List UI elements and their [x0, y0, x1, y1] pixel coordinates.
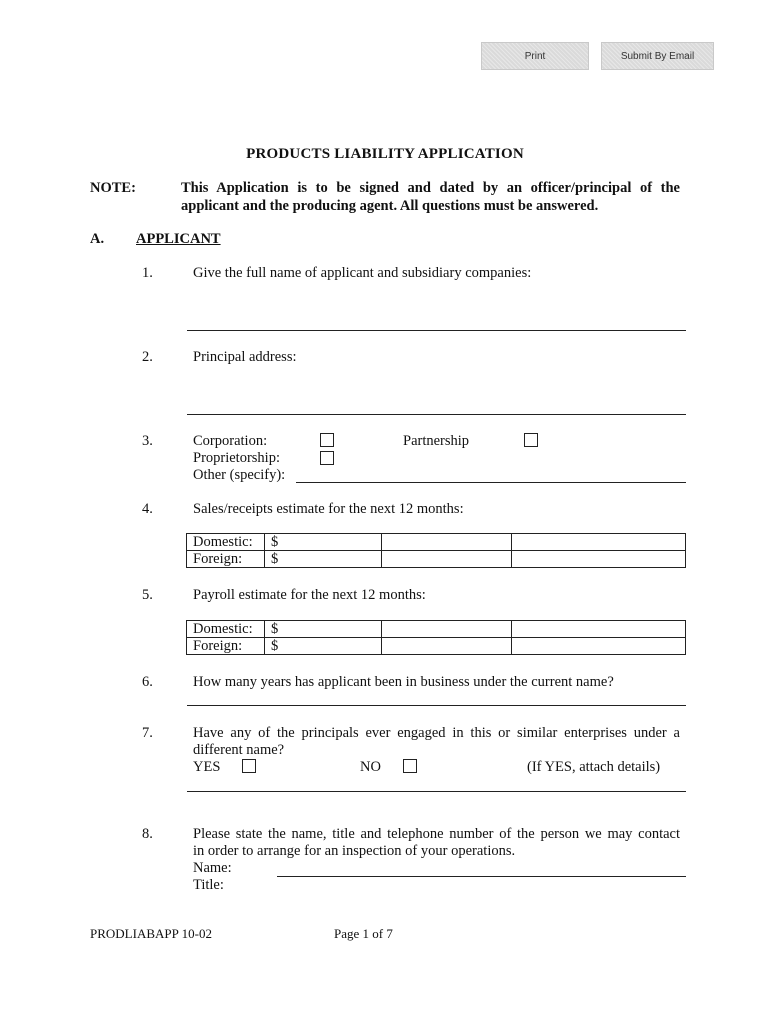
- question-8-text-line1: Please state the name, title and telephone number of the person we may contact: [193, 826, 680, 842]
- form-code: PRODLIABAPP 10-02: [90, 926, 212, 941]
- question-number: 7.: [142, 725, 153, 741]
- table-cell[interactable]: [512, 534, 686, 551]
- domestic-label: Domestic:: [187, 534, 265, 551]
- corporation-checkbox[interactable]: [320, 433, 334, 447]
- no-label: NO: [360, 759, 381, 775]
- submit-by-email-button[interactable]: Submit By Email: [601, 42, 714, 70]
- question-6-text: How many years has applicant been in business under the current name?: [193, 674, 614, 690]
- question-number: 1.: [142, 265, 153, 281]
- table-cell[interactable]: [382, 534, 512, 551]
- question-4-text: Sales/receipts estimate for the next 12 months:: [193, 501, 464, 517]
- domestic-sales-input[interactable]: [265, 534, 382, 551]
- other-specify-field[interactable]: [296, 482, 686, 483]
- question-number: 4.: [142, 501, 153, 517]
- currency-symbol: $: [271, 534, 279, 550]
- question-number: 2.: [142, 349, 153, 365]
- partnership-checkbox[interactable]: [524, 433, 538, 447]
- question-number: 6.: [142, 674, 153, 690]
- currency-symbol: $: [271, 551, 279, 567]
- table-row: [187, 551, 686, 568]
- question-7-text-line1: Have any of the principals ever engaged in this or similar enterprises under a: [193, 725, 680, 741]
- no-checkbox[interactable]: [403, 759, 417, 773]
- other-specify-label: Other (specify):: [193, 467, 286, 483]
- currency-symbol: $: [271, 621, 279, 637]
- partnership-label: Partnership: [403, 433, 470, 449]
- print-button[interactable]: Print: [481, 42, 589, 70]
- note-label: NOTE:: [90, 180, 136, 196]
- section-title: APPLICANT: [136, 231, 221, 247]
- table-row: [187, 638, 686, 655]
- table-row: [187, 621, 686, 638]
- question-8-text-line2: in order to arrange for an inspection of your operations.: [193, 843, 516, 859]
- question-5-text: Payroll estimate for the next 12 months:: [193, 587, 426, 603]
- years-in-business-field[interactable]: [187, 705, 686, 706]
- page-title: PRODUCTS LIABILITY APPLICATION: [246, 146, 524, 162]
- payroll-estimate-table: [186, 620, 686, 655]
- page-number: Page 1 of 7: [334, 926, 393, 941]
- table-cell[interactable]: [512, 551, 686, 568]
- contact-title-label: Title:: [193, 877, 224, 893]
- question-7-text-line2: different name?: [193, 742, 285, 758]
- yes-label: YES: [193, 759, 221, 775]
- question-1-text: Give the full name of applicant and subsidiary companies:: [193, 265, 532, 281]
- proprietorship-label: Proprietorship:: [193, 450, 280, 466]
- question-number: 8.: [142, 826, 153, 842]
- note-text-line1: This Application is to be signed and dated by an officer/principal of the: [181, 180, 680, 196]
- table-cell[interactable]: [382, 638, 512, 655]
- sales-estimate-table: [186, 533, 686, 568]
- table-cell[interactable]: [512, 638, 686, 655]
- corporation-label: Corporation:: [193, 433, 268, 449]
- question-number: 5.: [142, 587, 153, 603]
- note-text-line2: applicant and the producing agent. All questions must be answered.: [181, 198, 599, 214]
- proprietorship-checkbox[interactable]: [320, 451, 334, 465]
- table-cell[interactable]: [382, 551, 512, 568]
- section-letter: A.: [90, 231, 105, 247]
- applicant-name-field[interactable]: [187, 330, 686, 331]
- table-cell[interactable]: [512, 621, 686, 638]
- principal-address-field[interactable]: [187, 414, 686, 415]
- yes-checkbox[interactable]: [242, 759, 256, 773]
- question-number: 3.: [142, 433, 153, 449]
- foreign-sales-input[interactable]: [265, 551, 382, 568]
- attach-details-note: (If YES, attach details): [527, 759, 661, 775]
- currency-symbol: $: [271, 638, 279, 654]
- table-row: [187, 534, 686, 551]
- domestic-payroll-input[interactable]: [265, 621, 382, 638]
- contact-name-field[interactable]: [277, 876, 686, 877]
- foreign-label: Foreign:: [187, 638, 265, 655]
- foreign-payroll-input[interactable]: [265, 638, 382, 655]
- prior-name-details-field[interactable]: [187, 791, 686, 792]
- table-cell[interactable]: [382, 621, 512, 638]
- contact-name-label: Name:: [193, 860, 232, 876]
- domestic-label: Domestic:: [187, 621, 265, 638]
- question-2-text: Principal address:: [193, 349, 297, 365]
- foreign-label: Foreign:: [187, 551, 265, 568]
